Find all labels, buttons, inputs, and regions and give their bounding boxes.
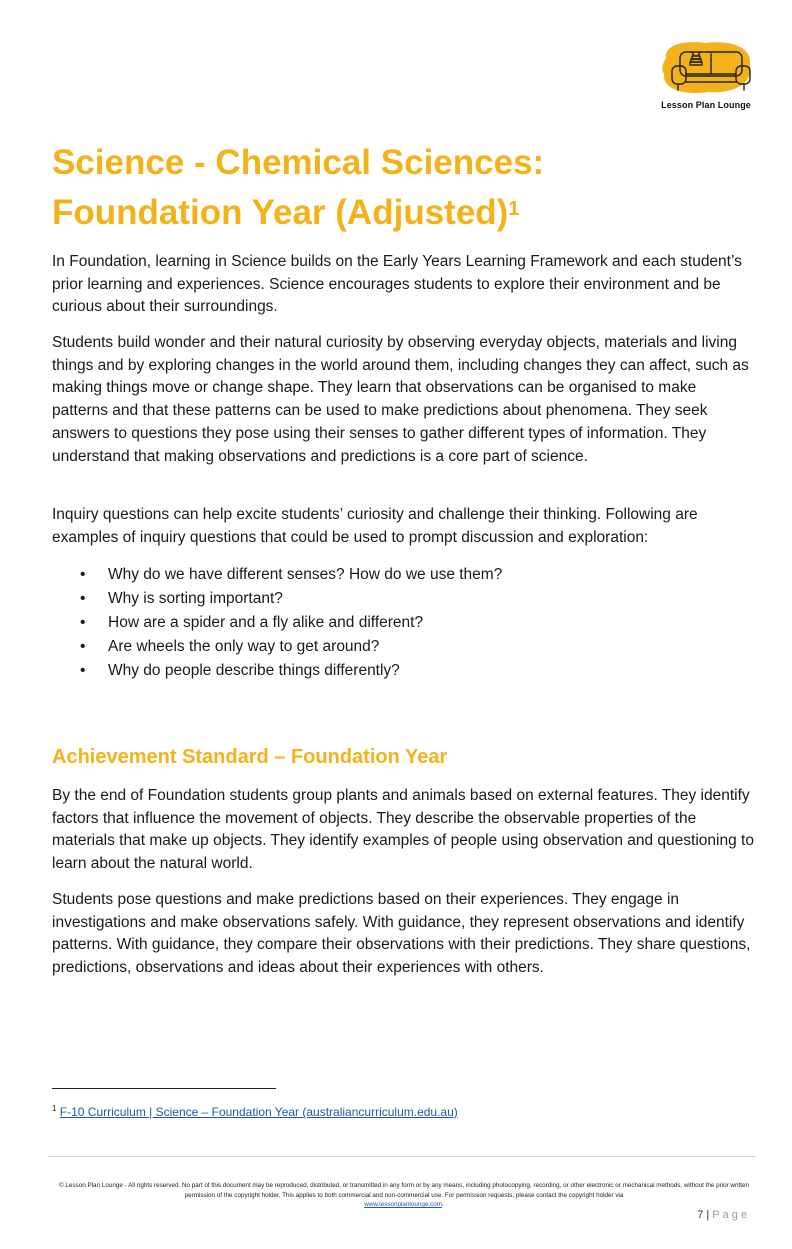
page-number [697, 1209, 750, 1221]
copyright-period: . [441, 1201, 444, 1208]
footnote-divider [52, 1088, 276, 1089]
achievement-paragraph-1: By the end of Foundation students group plants and animals based on external features. They identify factors that influence the movement of objects. They describe the observable properties of the materials that make up objects. They identify examples of people using observation and questioning to learn about the natural world. [52, 787, 754, 873]
footnote [52, 1101, 458, 1120]
intro-paragraph-2: Students build wonder and their natural curiosity by observing everyday objects, materials and living things and by exploring changes in the world around them, including changes they can affect, such as making things move or change shape. They learn that observations can be organised to make patterns and that these patterns can be used to make predictions about phenomena. They seek answers to questions they pose using their senses to gather different types of information. They understand that making observations and predictions is a core part of science. [52, 334, 749, 465]
copyright-text: © Lesson Plan Lounge - All rights reserved. No part of this document may be reproduced, distributed, or transmitted in any form or by any means, including photocopying, recording, or other electronic or mechanical methods, without the prior written permission of the copyright holder. This applies to both commercial and non-commercial use. For permission requests, please contact the copyright holder via [59, 1182, 749, 1199]
intro-paragraph-1: In Foundation, learning in Science builds on the Early Years Learning Framework and each student’s prior learning and experiences. Science encourages students to explore their environment and be curious about their surroundings. [52, 253, 742, 316]
achievement-heading: Achievement Standard – Foundation Year [52, 746, 448, 768]
title-footnote-marker: 1 [508, 198, 520, 220]
list-item: • Why is sorting important? [52, 587, 752, 611]
copyright-notice [52, 1181, 756, 1210]
list-item: • Why do we have different senses? How do we use them? [52, 563, 752, 587]
page-separator: | [706, 1209, 710, 1221]
footnote-marker: 1 [52, 1104, 57, 1113]
footer-divider [48, 1156, 756, 1157]
logo-text: Lesson Plan Lounge [661, 100, 751, 110]
list-item: • How are a spider and a fly alike and different? [52, 611, 752, 635]
list-item: • Are wheels the only way to get around? [52, 635, 752, 659]
achievement-paragraph-2: Students pose questions and make predictions based on their experiences. They engage in investigations and make observations safely. With guidance, they represent observations and identify patterns. With guidance, they compare their observations with their predictions. They share questions, predictions, observations and ideas about their experiences with others. [52, 891, 751, 977]
title-line-2: Foundation Year (Adjusted) [52, 193, 509, 232]
footnote-link[interactable]: F-10 Curriculum | Science – Foundation Year (australiancurriculum.edu.au) [59, 1105, 458, 1119]
brand-logo [656, 38, 756, 116]
title-line-1: Science - Chemical Sciences: [52, 143, 545, 182]
intro-paragraph-3: Inquiry questions can help excite students’ curiosity and challenge their thinking. Following are examples of inquiry questions that could be used to prompt discussion and exploration: [52, 506, 698, 546]
sofa-logo-icon [656, 38, 756, 98]
page-number-value: 7 [697, 1209, 704, 1221]
page-title [52, 138, 752, 238]
list-item: • Why do people describe things differently? [52, 659, 752, 683]
website-link[interactable]: www.lessonplanlounge.com [364, 1201, 442, 1208]
inquiry-questions-list [52, 563, 752, 683]
page-label: Page [712, 1209, 750, 1221]
